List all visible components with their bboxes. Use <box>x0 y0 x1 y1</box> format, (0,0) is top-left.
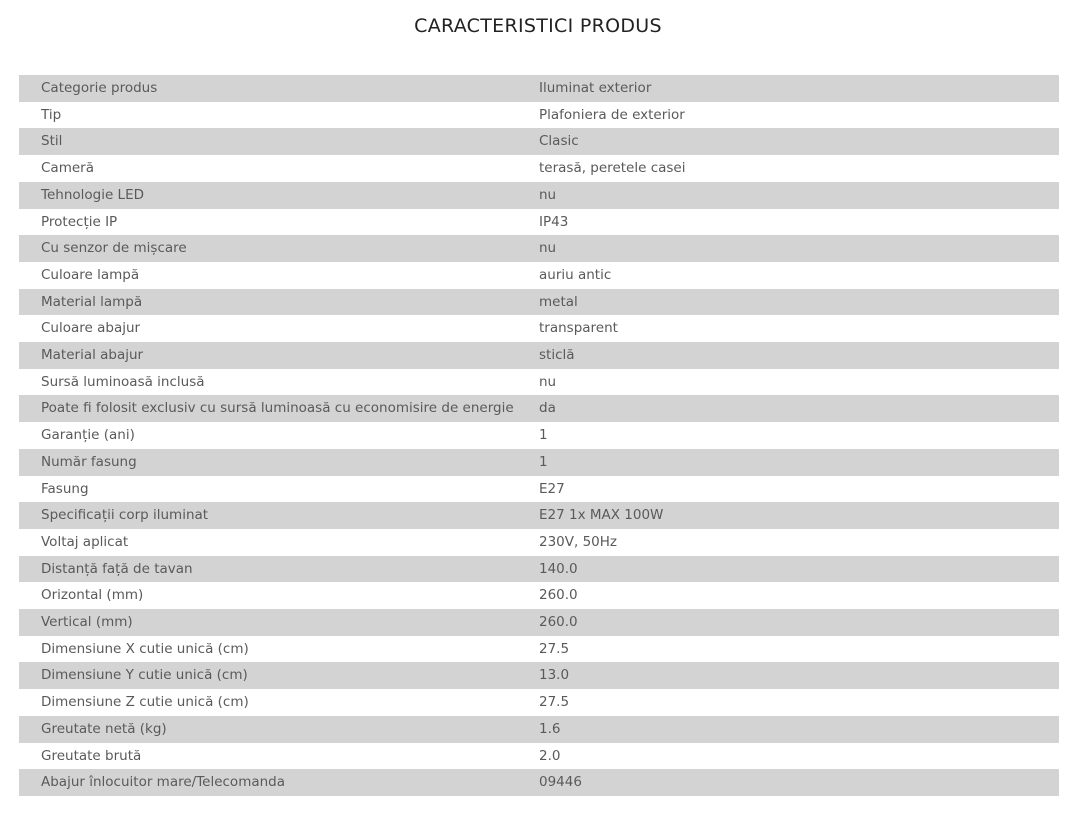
table-row <box>19 102 1059 129</box>
spec-value: transparent <box>518 315 1059 342</box>
spec-label: Culoare lampă <box>19 262 518 289</box>
spec-value: sticlă <box>518 342 1059 369</box>
spec-value: 1 <box>518 422 1059 449</box>
spec-label: Număr fasung <box>19 449 518 476</box>
table-row <box>19 662 1059 689</box>
spec-value: terasă, peretele casei <box>518 155 1059 182</box>
spec-value: 1.6 <box>518 716 1059 743</box>
spec-value: E27 <box>518 476 1059 503</box>
table-row <box>19 395 1059 422</box>
table-row <box>19 155 1059 182</box>
spec-value: Clasic <box>518 128 1059 155</box>
spec-label: Dimensiune Z cutie unică (cm) <box>19 689 518 716</box>
table-row <box>19 182 1059 209</box>
table-row <box>19 75 1059 102</box>
spec-label: Orizontal (mm) <box>19 582 518 609</box>
table-row <box>19 262 1059 289</box>
spec-label: Cu senzor de mișcare <box>19 235 518 262</box>
spec-label: Material abajur <box>19 342 518 369</box>
spec-value: 140.0 <box>518 556 1059 583</box>
spec-label: Poate fi folosit exclusiv cu sursă luminoasă cu economisire de energie <box>19 395 518 422</box>
spec-label: Tip <box>19 102 518 129</box>
spec-label: Protecție IP <box>19 209 518 236</box>
table-row <box>19 502 1059 529</box>
spec-label: Cameră <box>19 155 518 182</box>
table-row <box>19 609 1059 636</box>
table-row <box>19 315 1059 342</box>
spec-value: 260.0 <box>518 582 1059 609</box>
table-row <box>19 716 1059 743</box>
table-row <box>19 556 1059 583</box>
spec-label: Stil <box>19 128 518 155</box>
table-row <box>19 743 1059 770</box>
spec-value: 2.0 <box>518 743 1059 770</box>
spec-label: Dimensiune X cutie unică (cm) <box>19 636 518 663</box>
spec-label: Specificații corp iluminat <box>19 502 518 529</box>
spec-value: metal <box>518 289 1059 316</box>
spec-value: auriu antic <box>518 262 1059 289</box>
spec-label: Garanție (ani) <box>19 422 518 449</box>
spec-label: Voltaj aplicat <box>19 529 518 556</box>
spec-value: 230V, 50Hz <box>518 529 1059 556</box>
spec-label: Material lampă <box>19 289 518 316</box>
table-row <box>19 289 1059 316</box>
table-row <box>19 449 1059 476</box>
spec-value: 260.0 <box>518 609 1059 636</box>
spec-label: Greutate netă (kg) <box>19 716 518 743</box>
table-row <box>19 209 1059 236</box>
specs-table-body <box>19 75 1059 796</box>
table-row <box>19 369 1059 396</box>
spec-value: 09446 <box>518 769 1059 796</box>
section-title: CARACTERISTICI PRODUS <box>414 15 662 37</box>
spec-label: Distanță față de tavan <box>19 556 518 583</box>
spec-value: nu <box>518 369 1059 396</box>
product-specs-table <box>19 75 1059 796</box>
table-row <box>19 235 1059 262</box>
table-row <box>19 128 1059 155</box>
spec-label: Culoare abajur <box>19 315 518 342</box>
spec-label: Categorie produs <box>19 75 518 102</box>
spec-label: Dimensiune Y cutie unică (cm) <box>19 662 518 689</box>
spec-label: Vertical (mm) <box>19 609 518 636</box>
spec-value: 13.0 <box>518 662 1059 689</box>
spec-value: nu <box>518 235 1059 262</box>
spec-value: da <box>518 395 1059 422</box>
spec-value: IP43 <box>518 209 1059 236</box>
spec-value: Plafoniera de exterior <box>518 102 1059 129</box>
table-row <box>19 689 1059 716</box>
spec-label: Greutate brută <box>19 743 518 770</box>
table-row <box>19 422 1059 449</box>
table-row <box>19 636 1059 663</box>
spec-value: 27.5 <box>518 689 1059 716</box>
spec-value: 1 <box>518 449 1059 476</box>
table-row <box>19 342 1059 369</box>
spec-value: E27 1x MAX 100W <box>518 502 1059 529</box>
table-row <box>19 476 1059 503</box>
table-row <box>19 769 1059 796</box>
spec-label: Tehnologie LED <box>19 182 518 209</box>
table-row <box>19 582 1059 609</box>
spec-value: Iluminat exterior <box>518 75 1059 102</box>
spec-value: nu <box>518 182 1059 209</box>
spec-label: Sursă luminoasă inclusă <box>19 369 518 396</box>
spec-label: Fasung <box>19 476 518 503</box>
table-row <box>19 529 1059 556</box>
spec-label: Abajur înlocuitor mare/Telecomanda <box>19 769 518 796</box>
spec-value: 27.5 <box>518 636 1059 663</box>
